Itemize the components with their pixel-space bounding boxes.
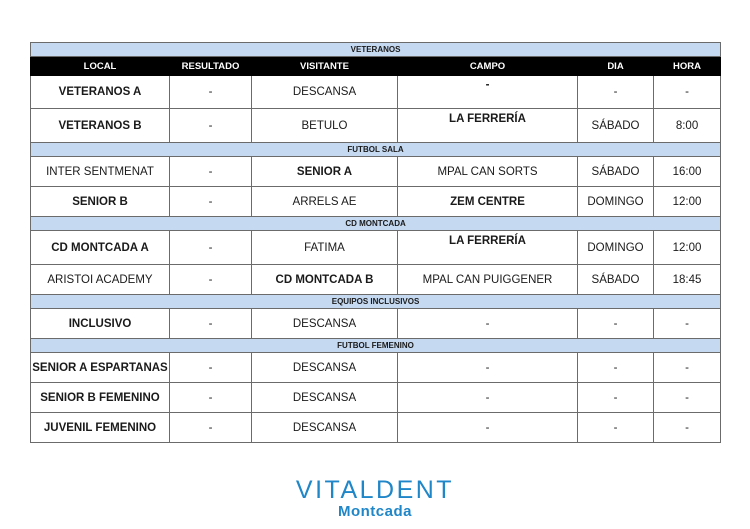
visitante-cell: DESCANSA xyxy=(252,76,398,109)
campo-cell: - xyxy=(398,413,578,443)
table-row xyxy=(31,109,721,143)
table-row xyxy=(31,76,721,109)
visitante-cell: DESCANSA xyxy=(252,309,398,339)
dia-cell: - xyxy=(578,413,654,443)
hora-cell: - xyxy=(654,353,721,383)
hora-cell: 12:00 xyxy=(654,231,721,265)
table-row xyxy=(31,157,721,187)
local-cell: SENIOR B xyxy=(31,187,170,217)
resultado-cell: - xyxy=(170,109,252,143)
hora-cell: 16:00 xyxy=(654,157,721,187)
resultado-cell: - xyxy=(170,76,252,109)
section-row-veteranos xyxy=(31,43,721,57)
table-row xyxy=(31,353,721,383)
visitante-cell: DESCANSA xyxy=(252,413,398,443)
dia-cell: - xyxy=(578,76,654,109)
local-cell: INTER SENTMENAT xyxy=(31,157,170,187)
resultado-cell: - xyxy=(170,309,252,339)
hora-cell: - xyxy=(654,413,721,443)
header-campo: CAMPO xyxy=(398,57,578,76)
section-title: FUTBOL SALA xyxy=(31,143,721,157)
local-cell: SENIOR B FEMENINO xyxy=(31,383,170,413)
table-row xyxy=(31,309,721,339)
visitante-cell: FATIMA xyxy=(252,231,398,265)
section-row-cd-montcada xyxy=(31,217,721,231)
dia-cell: SÁBADO xyxy=(578,265,654,295)
dia-cell: DOMINGO xyxy=(578,231,654,265)
dia-cell: SÁBADO xyxy=(578,109,654,143)
section-row-futbol-femenino xyxy=(31,339,721,353)
campo-cell: LA FERRERÍA xyxy=(398,109,578,143)
dia-cell: - xyxy=(578,353,654,383)
local-cell: JUVENIL FEMENINO xyxy=(31,413,170,443)
local-cell: VETERANOS A xyxy=(31,76,170,109)
local-cell: SENIOR A ESPARTANAS xyxy=(31,353,170,383)
campo-cell: LA FERRERÍA xyxy=(398,231,578,265)
local-cell: CD MONTCADA A xyxy=(31,231,170,265)
visitante-cell: ARRELS AE xyxy=(252,187,398,217)
section-title: EQUIPOS INCLUSIVOS xyxy=(31,295,721,309)
header-local: LOCAL xyxy=(31,57,170,76)
header-visitante: VISITANTE xyxy=(252,57,398,76)
dia-cell: SÁBADO xyxy=(578,157,654,187)
header-dia: DIA xyxy=(578,57,654,76)
resultado-cell: - xyxy=(170,353,252,383)
table-row xyxy=(31,265,721,295)
hora-cell: - xyxy=(654,309,721,339)
resultado-cell: - xyxy=(170,265,252,295)
section-title: VETERANOS xyxy=(31,43,721,57)
campo-cell: ZEM CENTRE xyxy=(398,187,578,217)
resultado-cell: - xyxy=(170,157,252,187)
vitaldent-logo: VITALDENT xyxy=(295,476,455,504)
hora-cell: 18:45 xyxy=(654,265,721,295)
local-cell: VETERANOS B xyxy=(31,109,170,143)
visitante-cell: DESCANSA xyxy=(252,383,398,413)
section-title: FUTBOL FEMENINO xyxy=(31,339,721,353)
hora-cell: 12:00 xyxy=(654,187,721,217)
campo-cell: - xyxy=(398,383,578,413)
section-row-futbol-sala xyxy=(31,143,721,157)
schedule-table xyxy=(30,42,721,443)
campo-cell: - xyxy=(398,353,578,383)
visitante-cell: SENIOR A xyxy=(252,157,398,187)
dia-cell: DOMINGO xyxy=(578,187,654,217)
header-row xyxy=(31,57,721,76)
resultado-cell: - xyxy=(170,383,252,413)
campo-cell: MPAL CAN SORTS xyxy=(398,157,578,187)
resultado-cell: - xyxy=(170,231,252,265)
local-cell: INCLUSIVO xyxy=(31,309,170,339)
table-row xyxy=(31,413,721,443)
header-resultado: RESULTADO xyxy=(170,57,252,76)
hora-cell: - xyxy=(654,76,721,109)
table-row xyxy=(31,187,721,217)
resultado-cell: - xyxy=(170,413,252,443)
resultado-cell: - xyxy=(170,187,252,217)
visitante-cell: BETULO xyxy=(252,109,398,143)
visitante-cell: CD MONTCADA B xyxy=(252,265,398,295)
dia-cell: - xyxy=(578,309,654,339)
table-row xyxy=(31,383,721,413)
hora-cell: 8:00 xyxy=(654,109,721,143)
campo-cell: MPAL CAN PUIGGENER xyxy=(398,265,578,295)
dia-cell: - xyxy=(578,383,654,413)
table-row xyxy=(31,231,721,265)
visitante-cell: DESCANSA xyxy=(252,353,398,383)
local-cell: ARISTOI ACADEMY xyxy=(31,265,170,295)
header-hora: HORA xyxy=(654,57,721,76)
campo-cell: - xyxy=(398,76,578,109)
logo-location: Montcada xyxy=(337,503,412,520)
section-title: CD MONTCADA xyxy=(31,217,721,231)
campo-cell: - xyxy=(398,309,578,339)
section-row-equipos-inclusivos xyxy=(31,295,721,309)
hora-cell: - xyxy=(654,383,721,413)
